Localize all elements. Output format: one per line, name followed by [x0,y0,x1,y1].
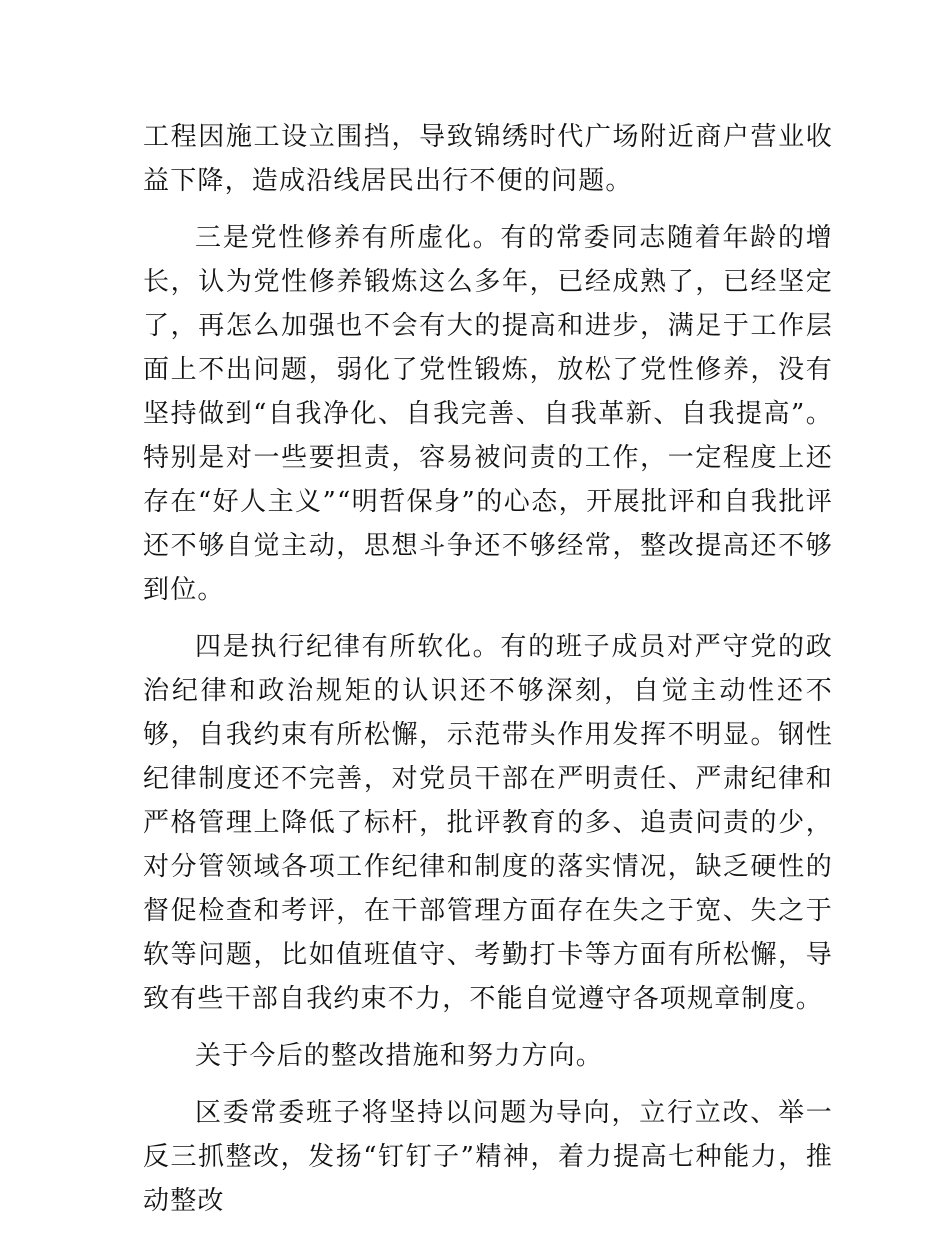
document-body [143,115,833,1236]
paragraph-section-heading: 关于今后的整改措施和努力方向。 [195,1041,604,1071]
paragraph-party-cultivation: 三是党性修养有所虚化。有的常委同志随着年龄的增长，认为党性修养锻炼这么多年，已经成熟了，已经坚定了，再怎么加强也不会有大的提高和进步，满足于工作层面上不出问题，弱化了党性锻炼，放松了党性修养，没有坚持做到“自我净化、自我完善、自我革新、自我提高”。特别是对一些要担责，容易被问责的工作，一定程度上还存在“好人主义”“明哲保身”的心态，开展批评和自我批评还不够自觉主动，思想斗争还不够经常，整改提高还不够到位。 [143,223,833,605]
paragraph-discipline: 四是执行纪律有所软化。有的班子成员对严守党的政治纪律和政治规矩的认识还不够深刻，自觉主动性还不够，自我约束有所松懈，示范带头作用发挥不明显。钢性纪律制度还不完善，对党员干部在严明责任、严肃纪律和严格管理上降低了标杆，批评教育的多、追责问责的少，对分管领域各项工作纪律和制度的落实情况，缺乏硬性的督促检查和考评，在干部管理方面存在失之于宽、失之于软等问题，比如值班值守、考勤打卡等方面有所松懈，导致有些干部自我约束不力，不能自觉遵守各项规章制度。 [143,632,833,1014]
paragraph-continuation: 工程因施工设立围挡，导致锦绣时代广场附近商户营业收益下降，造成沿线居民出行不便的问题。 [143,122,833,196]
paragraph-rectification: 区委常委班子将坚持以问题为导向，立行立改、举一反三抓整改，发扬“钉钉子”精神，着力提高七种能力，推动整改 [143,1098,833,1216]
